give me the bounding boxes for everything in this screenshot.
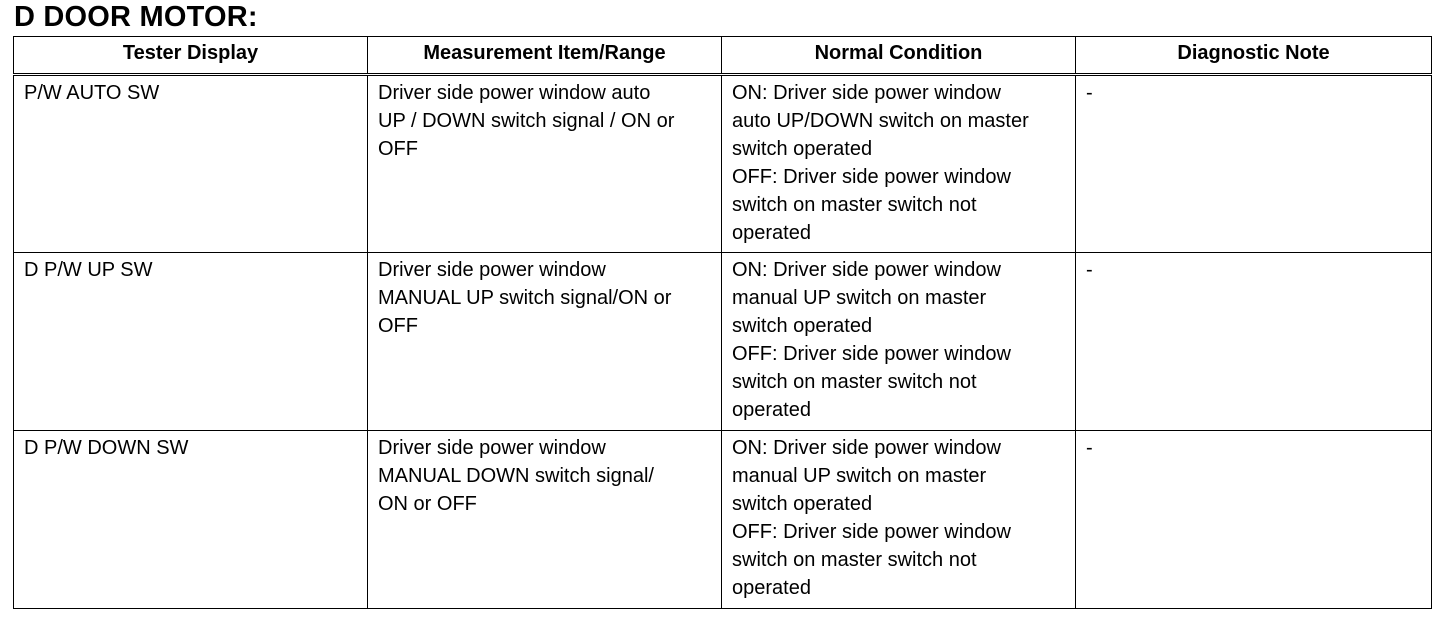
cell-line: ON: Driver side power window — [732, 82, 1001, 104]
cell-line: operated — [732, 577, 811, 599]
page-title: D DOOR MOTOR: — [14, 1, 258, 33]
cell-line: manual UP switch on master — [732, 465, 987, 487]
cell-line: OFF — [378, 138, 418, 160]
cell-line: switch operated — [732, 493, 873, 515]
cell-diagnostic-note: - — [1076, 431, 1432, 609]
cell-line: Driver side power window — [378, 259, 606, 281]
cell-normal-condition — [722, 253, 1076, 431]
cell-line: OFF: Driver side power window — [732, 343, 1011, 365]
table-row — [14, 75, 1432, 253]
cell-diagnostic-note: - — [1076, 75, 1432, 253]
cell-tester-display: P/W AUTO SW — [14, 75, 368, 253]
cell-tester-display: D P/W DOWN SW — [14, 431, 368, 609]
cell-tester-display: D P/W UP SW — [14, 253, 368, 431]
header-tester-display: Tester Display — [14, 37, 368, 75]
header-normal-condition: Normal Condition — [722, 37, 1076, 75]
cell-line: switch on master switch not — [732, 549, 977, 571]
cell-line: MANUAL UP switch signal/ON or — [378, 287, 672, 309]
cell-line: auto UP/DOWN switch on master — [732, 110, 1029, 132]
cell-measurement — [368, 431, 722, 609]
cell-measurement — [368, 253, 722, 431]
cell-line: UP / DOWN switch signal / ON or — [378, 110, 675, 132]
header-measurement-item: Measurement Item/Range — [368, 37, 722, 75]
cell-line: ON: Driver side power window — [732, 437, 1001, 459]
cell-line: switch operated — [732, 315, 873, 337]
cell-line: switch on master switch not — [732, 371, 977, 393]
cell-line: manual UP switch on master — [732, 287, 987, 309]
cell-normal-condition — [722, 75, 1076, 253]
cell-line: OFF: Driver side power window — [732, 166, 1011, 188]
table-row — [14, 431, 1432, 609]
cell-line: ON: Driver side power window — [732, 259, 1001, 281]
table-row — [14, 253, 1432, 431]
cell-line: ON or OFF — [378, 493, 477, 515]
cell-line: Driver side power window — [378, 437, 606, 459]
diagnostic-table — [13, 36, 1432, 609]
cell-line: switch on master switch not — [732, 194, 977, 216]
header-diagnostic-note: Diagnostic Note — [1076, 37, 1432, 75]
cell-line: MANUAL DOWN switch signal/ — [378, 465, 654, 487]
cell-normal-condition — [722, 431, 1076, 609]
table-header-row — [14, 37, 1432, 75]
cell-measurement — [368, 75, 722, 253]
cell-line: operated — [732, 399, 811, 421]
cell-diagnostic-note: - — [1076, 253, 1432, 431]
cell-line: Driver side power window auto — [378, 82, 651, 104]
cell-line: operated — [732, 222, 811, 244]
cell-line: OFF — [378, 315, 418, 337]
cell-line: switch operated — [732, 138, 873, 160]
cell-line: OFF: Driver side power window — [732, 521, 1011, 543]
